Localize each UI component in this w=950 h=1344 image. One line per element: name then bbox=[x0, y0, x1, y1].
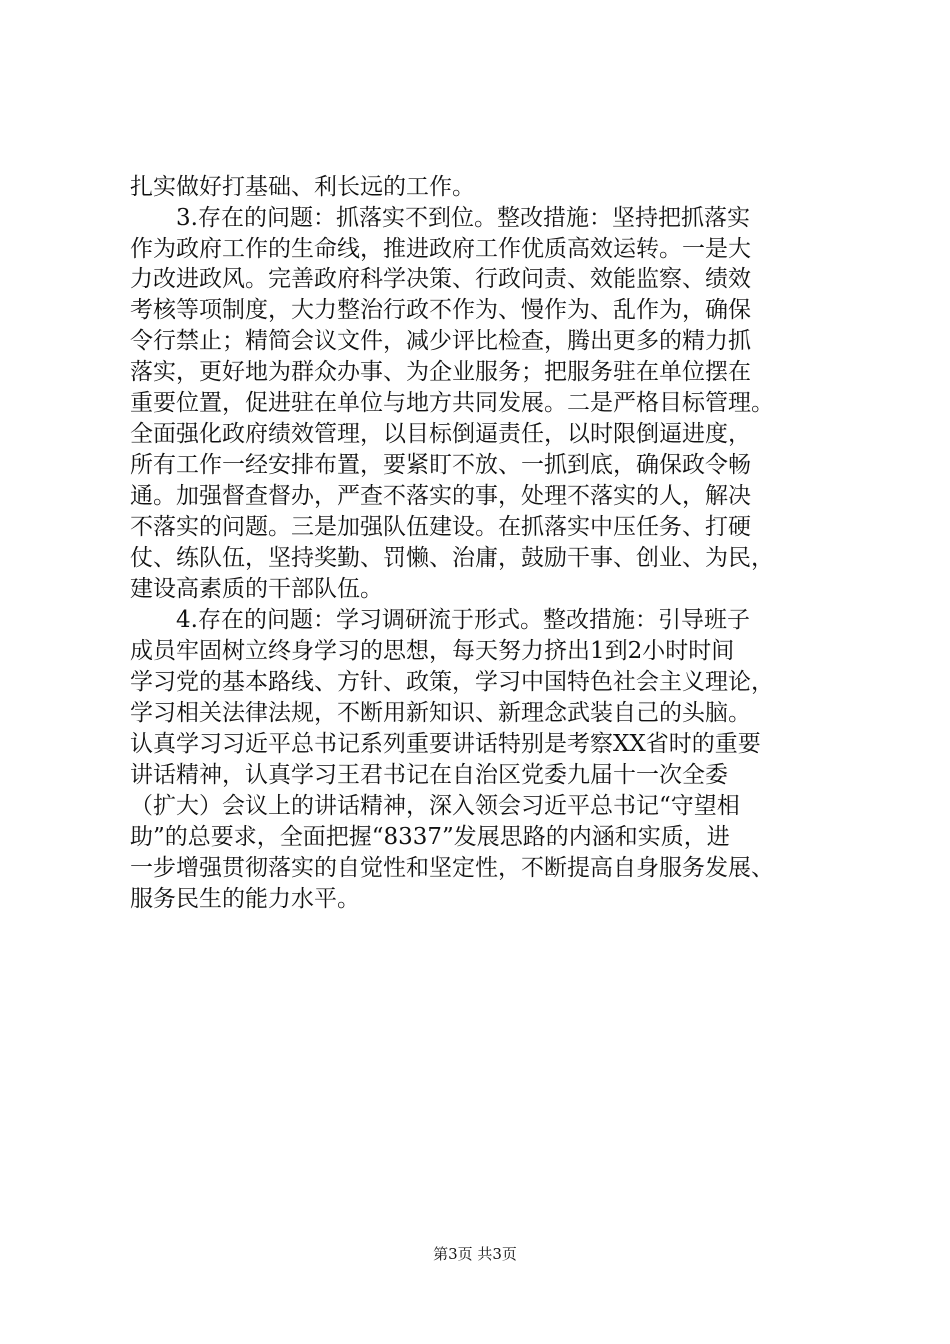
body-line: （扩大）会议上的讲话精神，深入领会习近平总书记“守望相 bbox=[130, 793, 740, 819]
body-line: 令行禁止；精简会议文件，减少评比检查，腾出更多的精力抓 bbox=[130, 328, 751, 354]
body-line: 助”的总要求，全面把握“8337”发展思路的内涵和实质，进 bbox=[130, 824, 730, 850]
body-line: 成员牢固树立终身学习的思想，每天努力挤出1到2小时时间 bbox=[130, 638, 735, 664]
body-line: 不落实的问题。三是加强队伍建设。在抓落实中压任务、打硬 bbox=[130, 514, 751, 540]
body-line: 认真学习习近平总书记系列重要讲话特别是考察XX省时的重要 bbox=[130, 731, 761, 757]
body-line: 作为政府工作的生命线，推进政府工作优质高效运转。一是大 bbox=[130, 236, 751, 262]
body-line: 讲话精神，认真学习王君书记在自治区党委九届十一次全委 bbox=[130, 762, 728, 788]
body-line: 一步增强贯彻落实的自觉性和坚定性，不断提高自身服务发展、 bbox=[130, 855, 774, 881]
body-line: 重要位置，促进驻在单位与地方共同发展。二是严格目标管理。 bbox=[130, 390, 774, 416]
paragraph-4-first-line: 4.存在的问题：学习调研流于形式。整改措施：引导班子 bbox=[176, 607, 750, 633]
page-footer: 第3页 共3页 bbox=[433, 1245, 517, 1263]
body-line: 通。加强督查督办，严查不落实的事，处理不落实的人，解决 bbox=[130, 483, 751, 509]
body-line: 服务民生的能力水平。 bbox=[130, 886, 360, 912]
body-line: 考核等项制度，大力整治行政不作为、慢作为、乱作为，确保 bbox=[130, 297, 751, 323]
body-line: 建设高素质的干部队伍。 bbox=[130, 576, 383, 602]
paragraph-3-first-line: 3.存在的问题：抓落实不到位。整改措施：坚持把抓落实 bbox=[176, 205, 750, 231]
body-line: 力改进政风。完善政府科学决策、行政问责、效能监察、绩效 bbox=[130, 266, 751, 292]
body-line: 所有工作一经安排布置，要紧盯不放、一抓到底，确保政令畅 bbox=[130, 452, 751, 478]
body-line: 学习相关法律法规，不断用新知识、新理念武装自己的头脑。 bbox=[130, 700, 751, 726]
body-line: 学习党的基本路线、方针、政策，学习中国特色社会主义理论， bbox=[130, 669, 774, 695]
body-line: 扎实做好打基础、利长远的工作。 bbox=[130, 174, 475, 200]
body-line: 全面强化政府绩效管理，以目标倒逼责任，以时限倒逼进度， bbox=[130, 421, 751, 447]
body-line: 落实，更好地为群众办事、为企业服务；把服务驻在单位摆在 bbox=[130, 359, 751, 385]
body-line: 仗、练队伍，坚持奖勤、罚懒、治庸，鼓励干事、创业、为民， bbox=[130, 545, 774, 571]
